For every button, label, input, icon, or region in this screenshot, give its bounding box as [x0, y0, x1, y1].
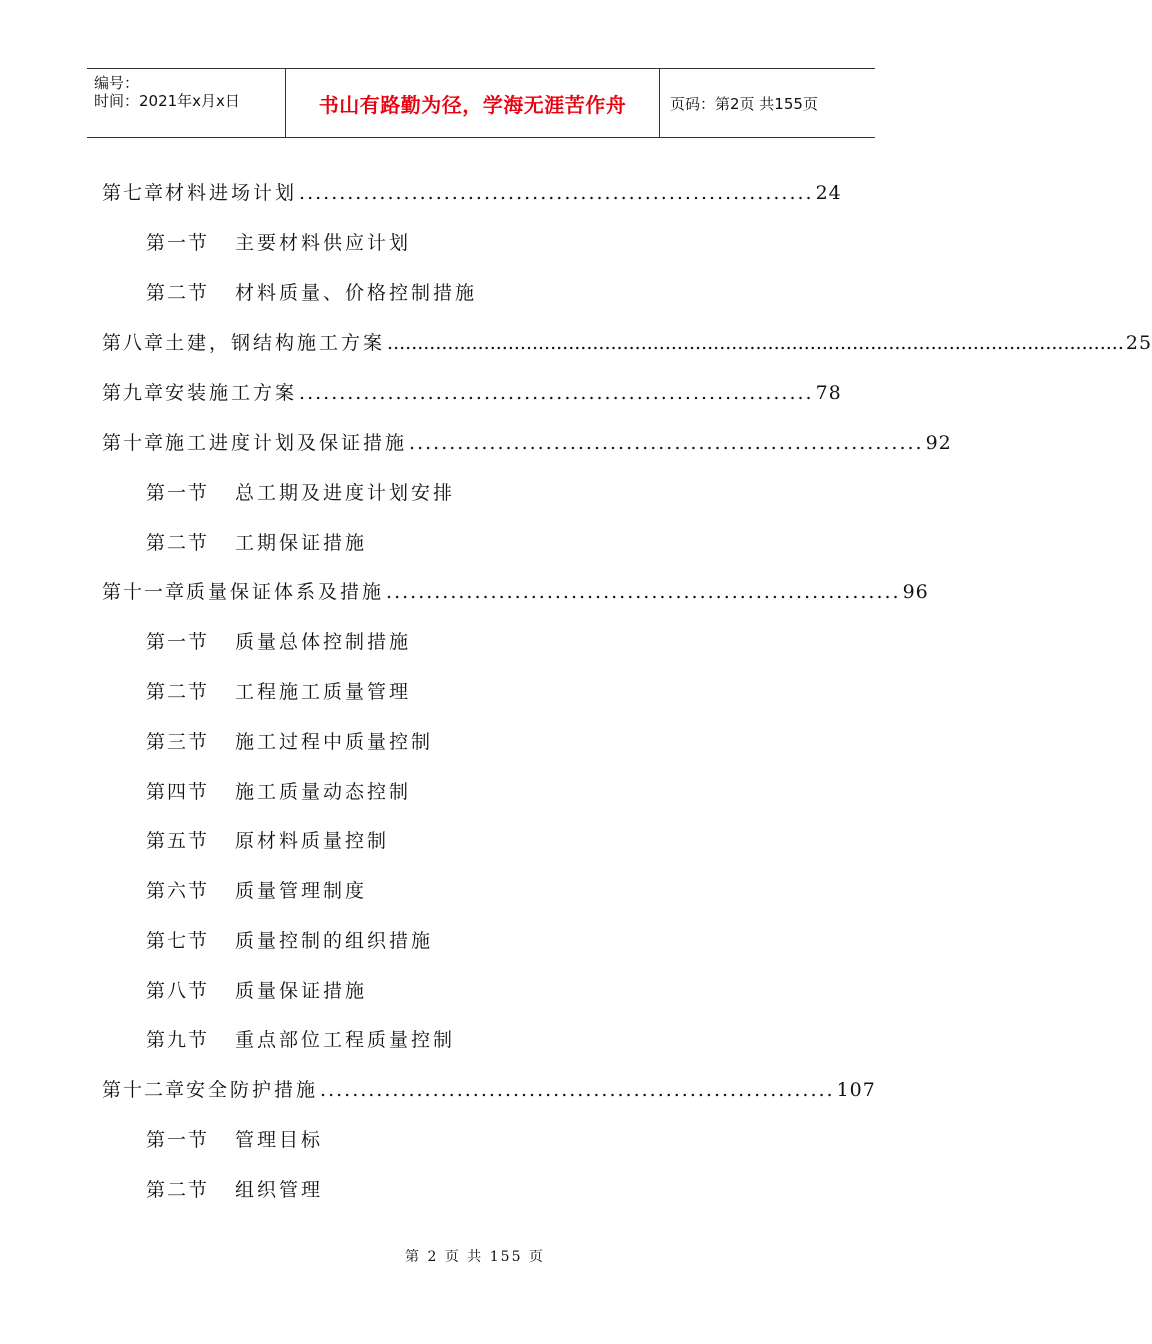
toc-chapter-11 [102, 577, 929, 607]
toc-leader-dots: ................................................................ [299, 182, 814, 204]
toc-section-label: 第九节 [146, 1029, 210, 1051]
toc-chapter-label: 第九章 [102, 382, 166, 404]
document-number-label: 编号： [94, 74, 140, 92]
toc-section [146, 278, 477, 308]
toc-section-title: 材料质量、价格控制措施 [235, 282, 478, 304]
toc-chapter-title: 施工进度计划及保证措施 [165, 432, 408, 454]
toc-chapter-label: 第七章 [102, 182, 166, 204]
toc-section-title: 质量管理制度 [235, 880, 368, 902]
toc-section-label: 第一节 [146, 232, 210, 254]
toc-leader-dots: ................................................................ [386, 581, 901, 603]
header-motto: 书山有路勤为径，学海无涯苦作舟 [318, 92, 627, 117]
toc-chapter-title: 材料进场计划 [165, 182, 298, 204]
toc-leader-dots: ................................................................ [320, 1079, 835, 1101]
toc-page-number: 92 [925, 432, 952, 454]
toc-section [146, 976, 367, 1006]
toc-chapter-10 [102, 428, 952, 458]
toc-section-title: 施工过程中质量控制 [235, 731, 434, 753]
toc-section-label: 第四节 [146, 781, 210, 803]
header-page-code: 页码：第2页 共155页 [670, 94, 818, 113]
toc-chapter-title: 安装施工方案 [165, 382, 298, 404]
toc-section-title: 工期保证措施 [235, 532, 368, 554]
toc-chapter-7 [102, 178, 842, 208]
toc-chapter-label: 第十二章 [102, 1079, 187, 1101]
toc-section-title: 原材料质量控制 [235, 830, 390, 852]
toc-section-label: 第五节 [146, 830, 210, 852]
page-header [87, 68, 875, 138]
toc-section-title: 管理目标 [235, 1129, 324, 1151]
toc-section-title: 质量控制的组织措施 [235, 930, 434, 952]
toc-section [146, 926, 433, 956]
toc-section-label: 第三节 [146, 731, 210, 753]
toc-page-number: 24 [815, 182, 842, 204]
toc-page-number: 78 [815, 382, 842, 404]
toc-leader-dots: .......................................................................................................................... [387, 332, 1124, 354]
toc-chapter-title: 质量保证体系及措施 [186, 581, 385, 603]
toc-section [146, 528, 367, 558]
toc-section-label: 第二节 [146, 532, 210, 554]
toc-section-label: 第二节 [146, 1179, 210, 1201]
toc-chapter-8 [102, 328, 1152, 358]
toc-chapter-9 [102, 378, 842, 408]
toc-section-title: 组织管理 [235, 1179, 324, 1201]
header-meta [87, 69, 285, 137]
toc-section [146, 1025, 455, 1055]
toc-section [146, 1175, 323, 1205]
toc-page-number: 96 [902, 581, 929, 603]
toc-section-title: 质量保证措施 [235, 980, 368, 1002]
toc-section-label: 第六节 [146, 880, 210, 902]
toc-section-label: 第一节 [146, 631, 210, 653]
toc-section-label: 第一节 [146, 1129, 210, 1151]
toc-section [146, 777, 411, 807]
toc-page-number: 25 [1125, 332, 1152, 354]
document-date: 时间：2021年x月x日 [94, 92, 240, 110]
toc-leader-dots: ................................................................ [299, 382, 814, 404]
toc-section-title: 施工质量动态控制 [235, 781, 412, 803]
toc-section [146, 1125, 323, 1155]
toc-section-label: 第八节 [146, 980, 210, 1002]
toc-chapter-title: 土建，钢结构施工方案 [165, 332, 386, 354]
toc-section-label: 第七节 [146, 930, 210, 952]
toc-section-title: 主要材料供应计划 [235, 232, 412, 254]
toc-chapter-label: 第十一章 [102, 581, 187, 603]
toc-chapter-label: 第八章 [102, 332, 166, 354]
toc-section [146, 727, 433, 757]
toc-section-title: 质量总体控制措施 [235, 631, 412, 653]
header-motto-cell [286, 69, 659, 137]
toc-section [146, 677, 411, 707]
toc-section [146, 826, 389, 856]
toc-section [146, 478, 455, 508]
toc-leader-dots: ................................................................ [409, 432, 924, 454]
toc-page-number: 107 [836, 1079, 876, 1101]
toc-section-label: 第一节 [146, 482, 210, 504]
toc-section [146, 876, 367, 906]
page-footer: 第 2 页 共 155 页 [405, 1249, 545, 1265]
toc-section [146, 627, 411, 657]
toc-chapter-label: 第十章 [102, 432, 166, 454]
toc-chapter-12 [102, 1075, 876, 1105]
toc-section-title: 工程施工质量管理 [235, 681, 412, 703]
toc-section-title: 总工期及进度计划安排 [235, 482, 456, 504]
toc-chapter-title: 安全防护措施 [186, 1079, 319, 1101]
toc-section-label: 第二节 [146, 282, 210, 304]
toc-section-label: 第二节 [146, 681, 210, 703]
toc-section [146, 228, 411, 258]
toc-section-title: 重点部位工程质量控制 [235, 1029, 456, 1051]
